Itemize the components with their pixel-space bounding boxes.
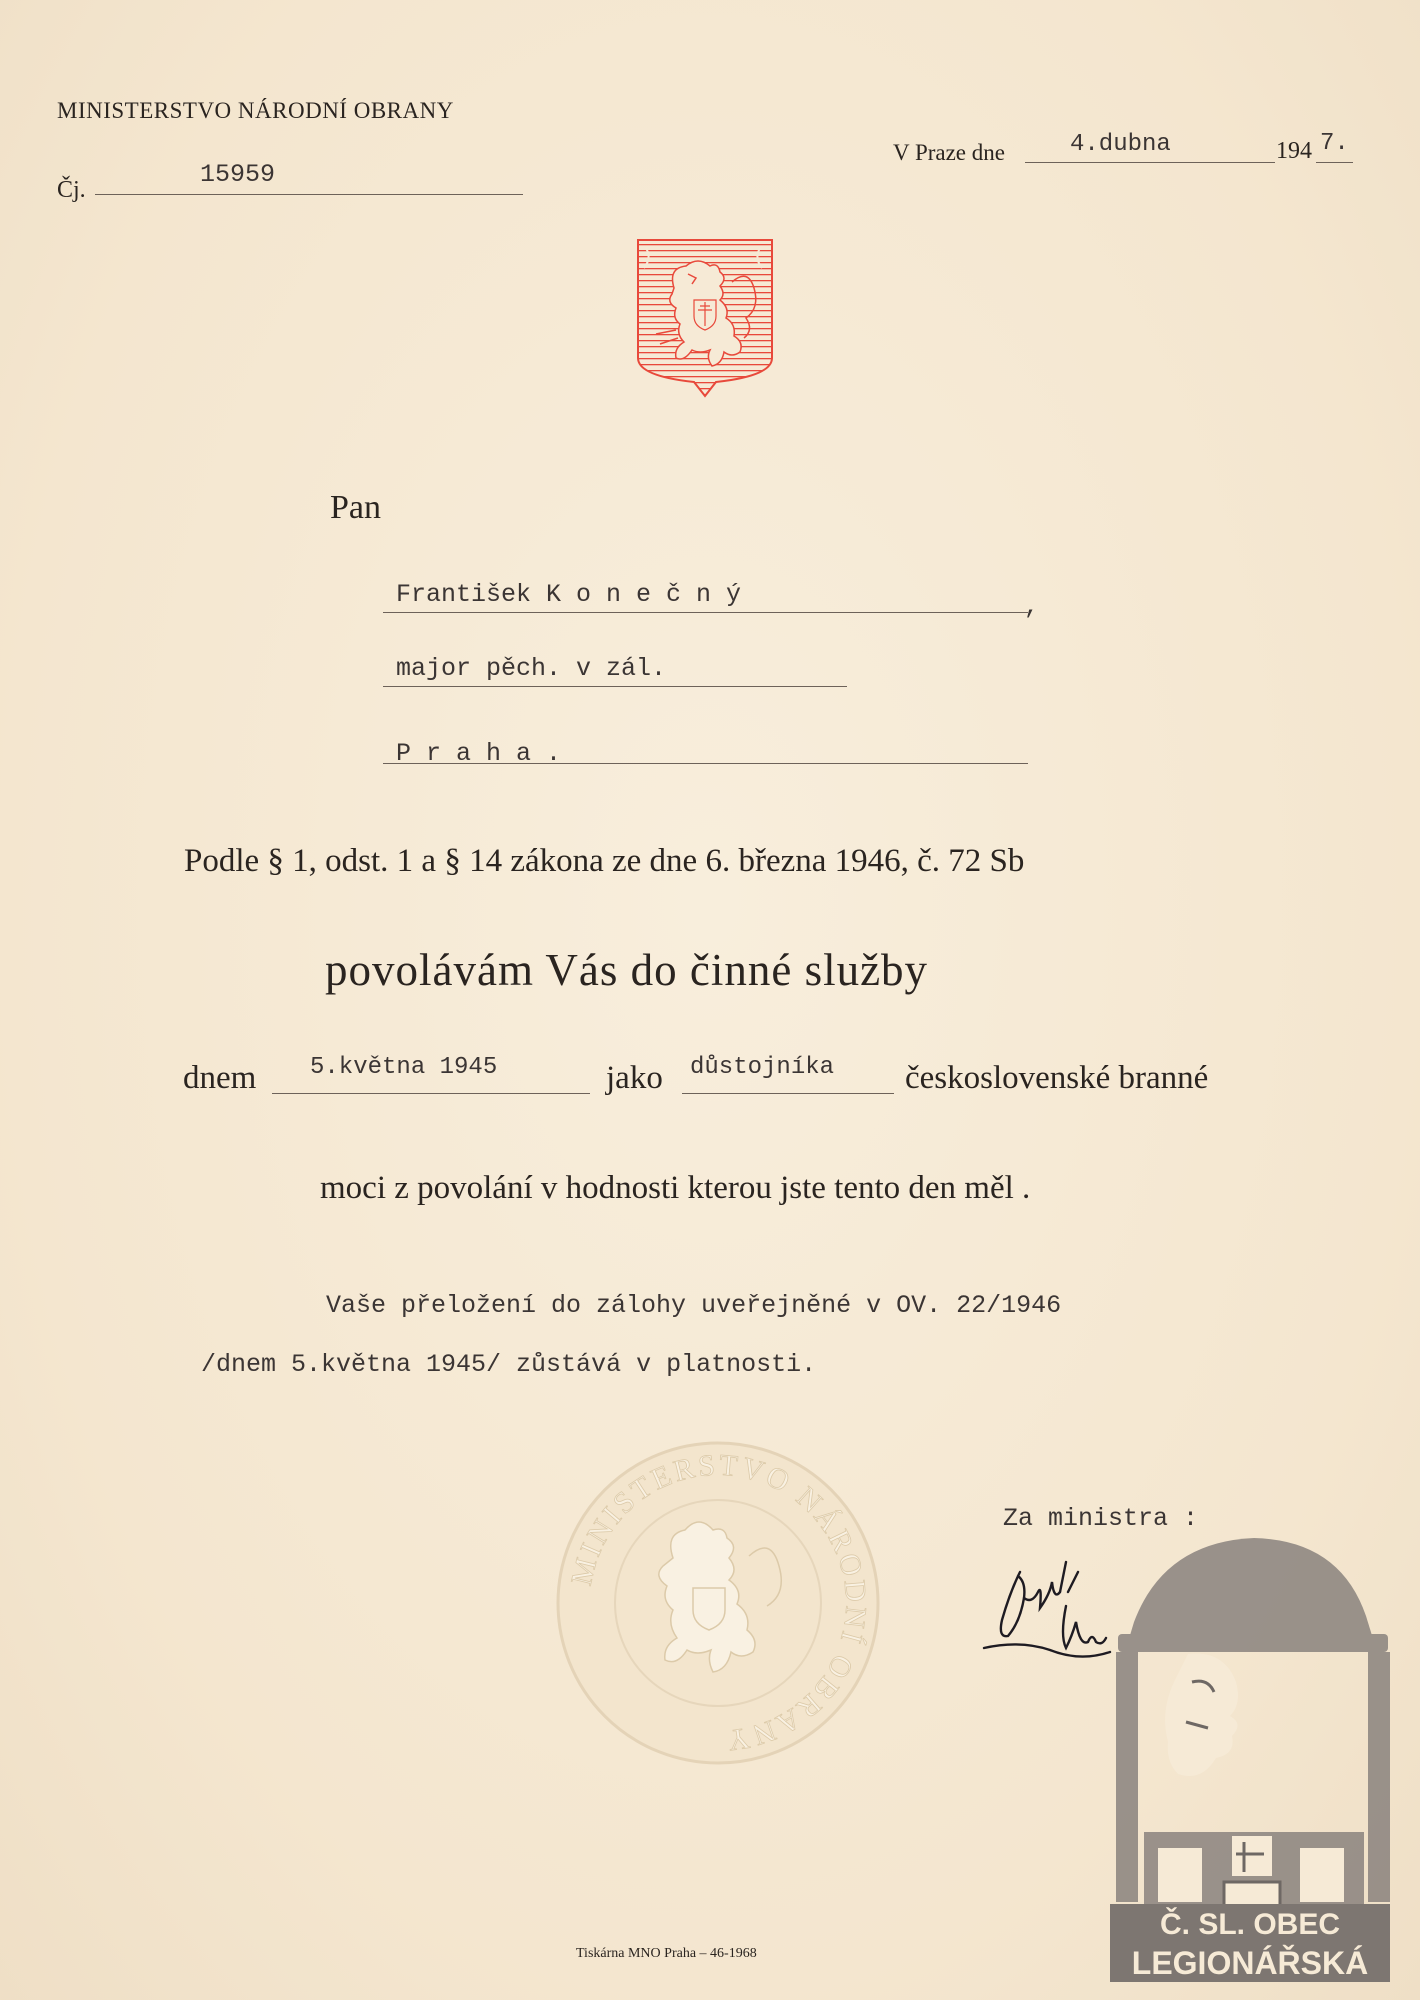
- army-text: československé branné: [905, 1060, 1209, 1096]
- place-label: V Praze dne: [893, 140, 1005, 165]
- as-label: jako: [606, 1060, 663, 1096]
- embossed-seal-graphic: [553, 1438, 883, 1768]
- recipient-name: František K o n e č n ý: [396, 580, 742, 609]
- ministry-heading: MINISTERSTVO NÁRODNÍ OBRANY: [57, 98, 454, 123]
- recipient-city: P r a h a .: [396, 739, 562, 768]
- seal-inscription: MINISTERSTVO NÁRODNÍ OBRANY: [564, 1448, 873, 1758]
- order-heading: povolávám Vás do činné služby: [325, 945, 929, 995]
- legion-emblem-graphic: [1104, 1532, 1396, 1984]
- name-trailing-comma: ,: [1024, 592, 1040, 621]
- rank-class: důstojníka: [690, 1054, 835, 1081]
- note-line-1: Vaše přeložení do zálohy uveřejněné v OV. 22/1946: [326, 1291, 1062, 1320]
- date-underline: [1025, 162, 1275, 163]
- coat-of-arms-graphic: [636, 238, 774, 398]
- watermark-line-2: LEGIONÁŘSKÁ: [1131, 1945, 1369, 1981]
- coat-of-arms-icon: [636, 238, 774, 398]
- recipient-rank: major pěch. v zál.: [396, 654, 667, 683]
- embossed-seal-icon: [553, 1438, 883, 1768]
- year-prefix: 194: [1276, 138, 1312, 164]
- note-line-2: /dnem 5.května 1945/ zůstává v platnosti.: [201, 1350, 817, 1379]
- salutation: Pan: [330, 489, 381, 526]
- rank-class-underline: [682, 1093, 894, 1094]
- issue-date: 4.dubna: [1070, 131, 1171, 158]
- service-date: 5.května 1945: [310, 1054, 498, 1081]
- reference-underline: [95, 194, 523, 195]
- year-suffix: 7.: [1320, 130, 1349, 157]
- legion-emblem-watermark-icon: [1104, 1532, 1396, 1984]
- printer-imprint: Tiskárna MNO Praha – 46-1968: [576, 1946, 757, 1961]
- rank-underline: [383, 686, 847, 687]
- year-underline: [1316, 162, 1353, 163]
- reference-number: 15959: [200, 160, 276, 189]
- service-text: moci z povolání v hodnosti kterou jste tento den měl .: [320, 1170, 1031, 1206]
- reference-label: Čj.: [57, 177, 86, 203]
- for-minister-label: Za ministra :: [1003, 1504, 1199, 1533]
- legal-basis: Podle § 1, odst. 1 a § 14 zákona ze dne 6. března 1946, č. 72 Sb: [184, 843, 1025, 879]
- date-label: dnem: [183, 1060, 257, 1096]
- service-date-underline: [272, 1093, 590, 1094]
- name-underline: [383, 612, 1028, 613]
- watermark-line-1: Č. SL. OBEC: [1159, 1908, 1341, 1941]
